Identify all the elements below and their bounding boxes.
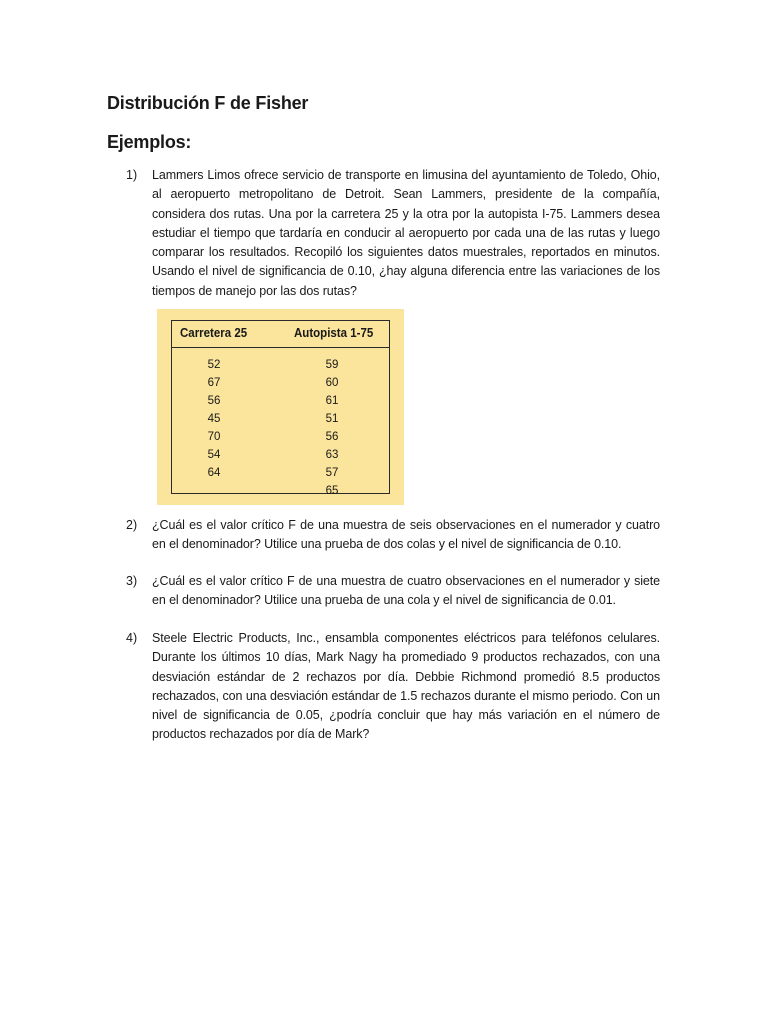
- table-header-carretera: Carretera 25: [180, 326, 248, 340]
- exercise-number: 3): [126, 574, 138, 588]
- section-heading: Ejemplos:: [107, 132, 192, 152]
- exercise-item-3: [128, 572, 660, 611]
- exercise-item-2: [128, 516, 660, 555]
- table-cell: 45: [207, 413, 221, 425]
- table-header-autopista: Autopista 1-75: [294, 326, 374, 340]
- table-cell: 67: [207, 377, 221, 389]
- exercise-text: Steele Electric Products, Inc., ensambla componentes eléctricos para teléfonos celulares. Durante los últimos 10 días, Mark Nagy ha promediado 9 productos rechazados, con una desviación estándar de 2 rechazos por día. Debbie Richmond promedió 8.5 productos rechazados, con una desviación estándar de 1.5 rechazos durante el mismo periodo. Con un nivel de significancia de 0.05, ¿podría concluir que hay más variación en el número de productos rechazados por día de Mark?: [152, 631, 660, 742]
- table-cell: 59: [325, 359, 339, 371]
- table-cell: 65: [325, 485, 339, 497]
- header-divider: [172, 347, 389, 348]
- table-cell: 70: [207, 431, 221, 443]
- table-cell: 52: [207, 359, 221, 371]
- exercise-number: 1): [126, 168, 138, 182]
- table-cell: 61: [325, 395, 339, 407]
- exercise-item-4: [128, 629, 660, 745]
- exercise-text: Lammers Limos ofrece servicio de transporte en limusina del ayuntamiento de Toledo, Ohio, al aeropuerto metropolitano de Detroit. Sean Lammers, presidente de la compañía, considera dos rutas. Una por la carretera 25 y la otra por la autopista I-75. Lammers desea estudiar el tiempo que tardaría en conducir al aeropuerto por cada una de las rutas y luego comparar los resultados. Recopiló los siguientes datos muestrales, reportados en minutos. Usando el nivel de significancia de 0.10, ¿hay alguna diferencia entre las variaciones de los tiempos de manejo por las dos rutas?: [152, 168, 660, 298]
- exercise-number: 4): [126, 631, 138, 645]
- table-cell: 56: [325, 431, 339, 443]
- exercise-number: 2): [126, 518, 138, 532]
- table-cell: 63: [325, 449, 339, 461]
- exercise-text: ¿Cuál es el valor crítico F de una muestra de seis observaciones en el numerador y cuatro en el denominador? Utilice una prueba de dos colas y el nivel de significancia de 0.10.: [152, 518, 660, 552]
- table-cell: 64: [207, 467, 221, 479]
- table-cell: 51: [325, 413, 339, 425]
- sample-data-table: [157, 309, 404, 505]
- table-cell: 54: [207, 449, 221, 461]
- document-title: Distribución F de Fisher: [107, 93, 309, 113]
- exercise-text: ¿Cuál es el valor crítico F de una muestra de cuatro observaciones en el numerador y siete en el denominador? Utilice una prueba de una cola y el nivel de significancia de 0.01.: [152, 574, 660, 608]
- table-cell: 56: [207, 395, 221, 407]
- table-cell: 57: [325, 467, 339, 479]
- exercise-item-1: [128, 166, 660, 301]
- table-frame: [171, 320, 390, 497]
- table-cell: 60: [325, 377, 339, 389]
